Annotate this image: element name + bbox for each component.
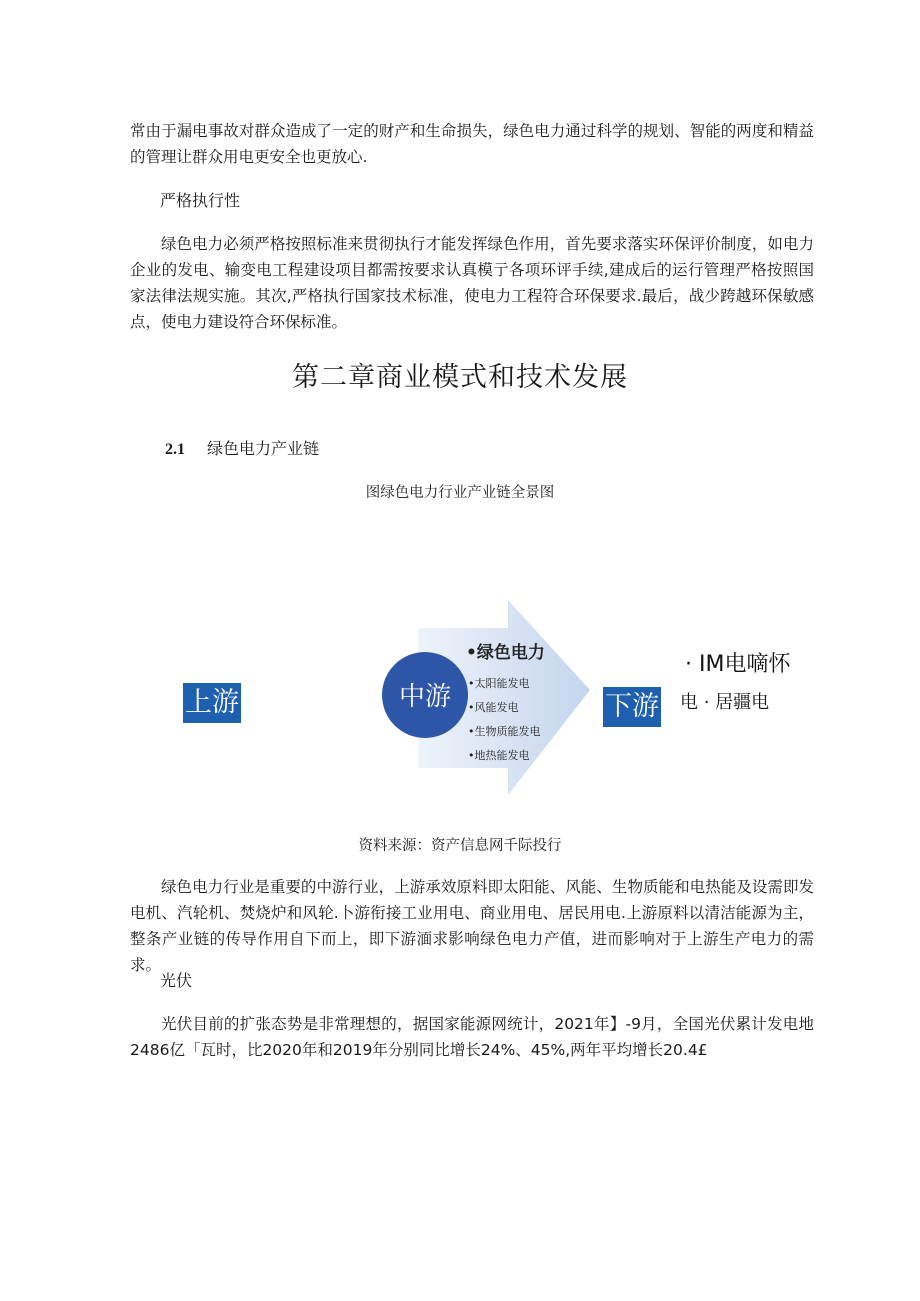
heading-strict-execution: 严格执行性 — [160, 191, 241, 210]
paragraph-industry: 绿色电力行业是重要的中游行业，上游承效原料即太阳能、风能、生物质能和电热能及设需即发电机、汽轮机、焚烧炉和风轮.卜游衔接工业用电、商业用电、居民用电.上游原料以清洁能源为主，整条产业链的传导作用自下而上，即下游湎求影响绿色电力产值，进而影响对于上游生产电力的需求。 — [130, 878, 814, 974]
industry-chain-diagram — [180, 590, 820, 810]
paragraph-safety: 常由于漏电事故对群众造成了一定的财产和生命损失，绿色电力通过科学的规划、智能的两度和精益的管理让群众用电更安全也更放心. — [130, 122, 814, 166]
list-item: •风能发电 — [468, 701, 519, 714]
figure-title: 图绿色电力行业产业链全景图 — [365, 485, 555, 501]
upstream-box: 上游 — [183, 683, 241, 723]
section-number: 2.1 — [165, 441, 185, 458]
section-title: 绿色电力产业链 — [207, 439, 320, 458]
downstream-box: 下游 — [603, 687, 661, 727]
figure-source: 资料来源：资产信息网千际投行 — [358, 838, 562, 854]
list-item: •太阳能发电 — [468, 677, 530, 690]
paragraph-strict-execution: 绿色电力必须严格按照标准来贯彻执行才能发挥绿色作用，首先要求落实环保评价制度，如电力企业的发电、输变电工程建设项目都需按要求认真模亍各项环评手续,建成后的运行管理严格按照国家法律法规实施。其次,严格执行国家技术标准，使电力工程符合环保要求.最后，战少跨越环保敏感点，使电力建设符合环保标准。 — [130, 235, 814, 331]
downstream-text-line1: · IM电嘀怀 — [685, 652, 791, 677]
chapter-title: 第二章商业模式和技术发展 — [292, 362, 628, 393]
midstream-list — [468, 672, 541, 768]
heading-photovoltaic: 光伏 — [160, 971, 193, 990]
list-item: •生物质能发电 — [468, 725, 541, 738]
list-item: •地热能发电 — [468, 749, 530, 762]
downstream-text-line2: 电 · 居疆电 — [680, 692, 770, 713]
section-heading — [165, 436, 319, 459]
midstream-list-title: •绿色电力 — [466, 643, 545, 663]
paragraph-photovoltaic: 光伏目前的扩张态势是非常理想的，据国家能源网统计，2021年】-9月，全国光伏累计发电地2486亿「瓦时，比2020年和2019年分别同比增长24%、45%,两年平均增长20.4£ — [130, 1015, 814, 1059]
midstream-label: 中游 — [398, 682, 452, 712]
